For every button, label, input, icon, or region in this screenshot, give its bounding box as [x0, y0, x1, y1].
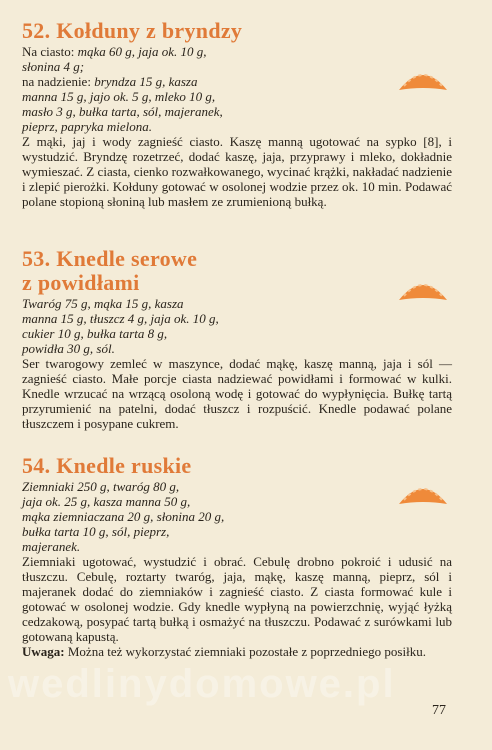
ingredient-line: Na ciasto: mąka 60 g, jaja ok. 10 g, [22, 44, 207, 59]
watermark: wedlinydomowe.pl [8, 662, 396, 706]
ingredient-line: pieprz, papryka mielona. [22, 119, 152, 134]
pierogi-icon [396, 66, 450, 94]
ingredient-line: manna 15 g, tłuszcz 4 g, jaja ok. 10 g, [22, 311, 219, 326]
ingredient-line: jaja ok. 25 g, kasza manna 50 g, [22, 494, 191, 509]
recipe-instructions: Z mąki, jaj i wody zagnieść ciasto. Kaszę manną ugotować na sypko [8], i wystudzić. Bryndzę rozetrzeć, dodać kaszę, jaja, przyprawy i mleko, dokładnie wymieszać. Z ciasta, cienko rozwałkowanego, wycinać krążki, nakładać nadzienie i zlepić pierożki. Kołduny gotować w osolonej wodzie przez ok. 10 min. Podawać polane stopioną słoniną lub masłem ze zrumienioną bułką. [22, 134, 452, 209]
recipe-title: 52. Kołduny z bryndzy [22, 18, 243, 43]
ingredient-line: majeranek. [22, 539, 81, 554]
ingredient-line: manna 15 g, jajo ok. 5 g, mleko 10 g, [22, 89, 216, 104]
recipe-instructions: Ser twarogowy zemleć w maszynce, dodać mąkę, kaszę manną, jaja i sól — zagnieść ciasto. Małe porcje ciasta nadziewać powidłami i formować w kulki. Knedle wrzucać na wrzącą osoloną wodę i gotować do wypłynięcia. Bułkę tartą przyrumienić na patelni, dodać tłuszcz i rozpuścić. Knedle podawać polane tłuszczem i posypane cukrem. [22, 356, 452, 431]
recipe-title-line2: z powidłami [22, 270, 140, 295]
ingredient-line: słonina 4 g; [22, 59, 85, 74]
ingredient-line: masło 3 g, bułka tarta, sól, majeranek, [22, 104, 223, 119]
pierogi-icon [396, 480, 450, 508]
ingredient-line: mąka ziemniaczana 20 g, słonina 20 g, [22, 509, 225, 524]
recipe-53 [22, 248, 452, 431]
ingredients-list [22, 44, 452, 134]
recipe-title: 53. Knedle serowe [22, 246, 198, 271]
recipe-note [22, 644, 452, 659]
recipe-instructions: Ziemniaki ugotować, wystudzić i obrać. Cebulę drobno pokroić i udusić na tłuszczu. Cebulę, roztarty twaróg, jaja, mąkę, kaszę manną, pieprz, sól i majeranek dodać do ziemniaków i zagnieść ciasto. Z ciasta formować kule i gotować w osolonej wodzie. Gdy knedle wypłyną na powierzchnię, wyjąć łyżką cedzakową, posypać tartą bułką i osmażyć na tłuszczu. Podawać z surówkami lub gotowaną kapustą. [22, 554, 452, 644]
ingredient-line: cukier 10 g, bułka tarta 8 g, [22, 326, 168, 341]
ingredient-line: bułka tarta 10 g, sól, pieprz, [22, 524, 170, 539]
ingredient-line: Twaróg 75 g, mąka 15 g, kasza [22, 296, 184, 311]
ingredient-line: na nadzienie: bryndza 15 g, kasza [22, 74, 198, 89]
note-label: Uwaga: [22, 644, 65, 659]
ingredients-list [22, 296, 452, 356]
pierogi-icon [396, 276, 450, 304]
note-text: Można też wykorzystać ziemniaki pozostałe z poprzedniego posiłku. [64, 644, 426, 659]
ingredient-line: powidła 30 g, sól. [22, 341, 115, 356]
recipe-54 [22, 455, 452, 659]
ingredient-line: Ziemniaki 250 g, twaróg 80 g, [22, 479, 180, 494]
recipe-title: 54. Knedle ruskie [22, 453, 192, 478]
page-number: 77 [432, 703, 446, 718]
ingredients-list [22, 479, 452, 554]
recipe-52 [22, 20, 452, 209]
